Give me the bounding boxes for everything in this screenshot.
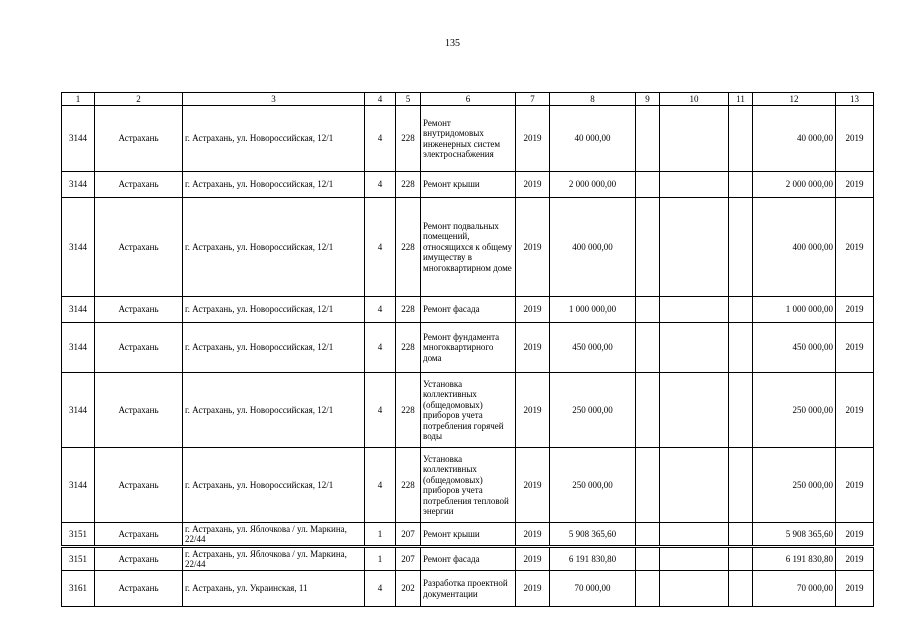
cell-amount: 1 000 000,00 [550, 297, 636, 323]
cell-total: 40 000,00 [753, 106, 836, 172]
cell-c11 [729, 571, 753, 607]
cell-amount: 5 908 365,60 [550, 523, 636, 547]
cell-c5: 228 [396, 172, 421, 198]
column-header-6: 6 [421, 93, 516, 106]
cell-work: Ремонт крыши [421, 172, 516, 198]
cell-c11 [729, 373, 753, 448]
cell-id: 3144 [62, 172, 95, 198]
cell-total: 6 191 830,80 [753, 547, 836, 571]
cell-c9 [636, 172, 660, 198]
cell-id: 3151 [62, 547, 95, 571]
cell-work: Ремонт фасада [421, 547, 516, 571]
column-header-7: 7 [516, 93, 550, 106]
cell-c10 [660, 547, 729, 571]
cell-year: 2019 [516, 172, 550, 198]
cell-year: 2019 [516, 547, 550, 571]
cell-c11 [729, 448, 753, 523]
cell-c9 [636, 547, 660, 571]
cell-c13: 2019 [836, 523, 874, 547]
cell-city: Астрахань [95, 448, 183, 523]
cell-address: г. Астрахань, ул. Новороссийская, 12/1 [183, 198, 365, 297]
column-header-4: 4 [365, 93, 396, 106]
column-header-9: 9 [636, 93, 660, 106]
cell-id: 3151 [62, 523, 95, 547]
cell-city: Астрахань [95, 323, 183, 373]
cell-c11 [729, 198, 753, 297]
cell-amount: 250 000,00 [550, 373, 636, 448]
cell-city: Астрахань [95, 106, 183, 172]
cell-year: 2019 [516, 323, 550, 373]
cell-c4: 1 [365, 547, 396, 571]
table-body [62, 106, 874, 607]
cell-work: Ремонт фундамента многоквартирного дома [421, 323, 516, 373]
cell-address: г. Астрахань, ул. Новороссийская, 12/1 [183, 323, 365, 373]
cell-city: Астрахань [95, 198, 183, 297]
cell-c4: 4 [365, 323, 396, 373]
cell-c5: 228 [396, 106, 421, 172]
cell-amount: 400 000,00 [550, 198, 636, 297]
cell-c5: 202 [396, 571, 421, 607]
cell-c13: 2019 [836, 373, 874, 448]
cell-c10 [660, 523, 729, 547]
cell-c13: 2019 [836, 547, 874, 571]
cell-city: Астрахань [95, 547, 183, 571]
cell-c4: 4 [365, 297, 396, 323]
cell-c4: 4 [365, 172, 396, 198]
cell-year: 2019 [516, 448, 550, 523]
cell-c13: 2019 [836, 106, 874, 172]
cell-id: 3144 [62, 297, 95, 323]
table-row [62, 323, 874, 373]
column-header-3: 3 [183, 93, 365, 106]
column-header-13: 13 [836, 93, 874, 106]
cell-id: 3144 [62, 106, 95, 172]
cell-work: Установка коллективных (общедомовых) приборов учета потребления горячей воды [421, 373, 516, 448]
cell-amount: 450 000,00 [550, 323, 636, 373]
cell-id: 3144 [62, 373, 95, 448]
cell-work: Ремонт фасада [421, 297, 516, 323]
header-row [62, 93, 874, 106]
cell-total: 5 908 365,60 [753, 523, 836, 547]
cell-address: г. Астрахань, ул. Яблочкова / ул. Маркина, 22/44 [183, 547, 365, 571]
column-header-5: 5 [396, 93, 421, 106]
cell-c4: 4 [365, 373, 396, 448]
cell-c5: 228 [396, 323, 421, 373]
cell-c9 [636, 297, 660, 323]
cell-address: г. Астрахань, ул. Новороссийская, 12/1 [183, 172, 365, 198]
cell-c13: 2019 [836, 297, 874, 323]
cell-c13: 2019 [836, 448, 874, 523]
cell-work: Ремонт внутридомовых инженерных систем электроснабжения [421, 106, 516, 172]
cell-work: Ремонт подвальных помещений, относящихся к общему имуществу в многоквартирном доме [421, 198, 516, 297]
cell-city: Астрахань [95, 571, 183, 607]
cell-total: 450 000,00 [753, 323, 836, 373]
cell-c4: 1 [365, 523, 396, 547]
cell-c9 [636, 106, 660, 172]
cell-c10 [660, 323, 729, 373]
cell-amount: 70 000,00 [550, 571, 636, 607]
column-header-8: 8 [550, 93, 636, 106]
cell-work: Ремонт крыши [421, 523, 516, 547]
cell-c11 [729, 297, 753, 323]
cell-amount: 2 000 000,00 [550, 172, 636, 198]
table-row [62, 547, 874, 571]
cell-total: 70 000,00 [753, 571, 836, 607]
cell-c13: 2019 [836, 571, 874, 607]
cell-address: г. Астрахань, ул. Новороссийская, 12/1 [183, 297, 365, 323]
cell-c9 [636, 571, 660, 607]
cell-c11 [729, 523, 753, 547]
cell-c11 [729, 172, 753, 198]
cell-year: 2019 [516, 198, 550, 297]
cell-c13: 2019 [836, 323, 874, 373]
cell-c11 [729, 106, 753, 172]
cell-year: 2019 [516, 106, 550, 172]
table-row [62, 172, 874, 198]
cell-c11 [729, 547, 753, 571]
cell-address: г. Астрахань, ул. Новороссийская, 12/1 [183, 106, 365, 172]
cell-c10 [660, 106, 729, 172]
column-header-10: 10 [660, 93, 729, 106]
cell-c10 [660, 571, 729, 607]
column-header-1: 1 [62, 93, 95, 106]
cell-c5: 207 [396, 523, 421, 547]
cell-year: 2019 [516, 571, 550, 607]
cell-c10 [660, 448, 729, 523]
table-row [62, 373, 874, 448]
cell-total: 400 000,00 [753, 198, 836, 297]
column-header-12: 12 [753, 93, 836, 106]
cell-c10 [660, 297, 729, 323]
cell-id: 3144 [62, 198, 95, 297]
cell-work: Установка коллективных (общедомовых) приборов учета потребления тепловой энергии [421, 448, 516, 523]
cell-c9 [636, 198, 660, 297]
table-row [62, 106, 874, 172]
cell-c10 [660, 172, 729, 198]
table-row [62, 571, 874, 607]
cell-c4: 4 [365, 448, 396, 523]
cell-c4: 4 [365, 106, 396, 172]
cell-amount: 6 191 830,80 [550, 547, 636, 571]
cell-c4: 4 [365, 198, 396, 297]
cell-address: г. Астрахань, ул. Новороссийская, 12/1 [183, 448, 365, 523]
cell-c11 [729, 323, 753, 373]
cell-c9 [636, 448, 660, 523]
cell-total: 250 000,00 [753, 373, 836, 448]
cell-c9 [636, 373, 660, 448]
cell-address: г. Астрахань, ул. Новороссийская, 12/1 [183, 373, 365, 448]
cell-id: 3144 [62, 323, 95, 373]
cell-c9 [636, 323, 660, 373]
cell-c13: 2019 [836, 172, 874, 198]
cell-city: Астрахань [95, 523, 183, 547]
cell-year: 2019 [516, 297, 550, 323]
cell-address: г. Астрахань, ул. Яблочкова / ул. Маркина, 22/44 [183, 523, 365, 547]
page-number: 135 [445, 38, 460, 49]
table-row [62, 198, 874, 297]
column-header-2: 2 [95, 93, 183, 106]
table-row [62, 523, 874, 547]
cell-amount: 40 000,00 [550, 106, 636, 172]
cell-c5: 228 [396, 297, 421, 323]
cell-id: 3144 [62, 448, 95, 523]
column-header-11: 11 [729, 93, 753, 106]
cell-city: Астрахань [95, 373, 183, 448]
cell-c5: 207 [396, 547, 421, 571]
cell-city: Астрахань [95, 297, 183, 323]
cell-year: 2019 [516, 373, 550, 448]
cell-c10 [660, 373, 729, 448]
cell-year: 2019 [516, 523, 550, 547]
cell-c13: 2019 [836, 198, 874, 297]
cell-c4: 4 [365, 571, 396, 607]
table-row [62, 448, 874, 523]
cell-total: 1 000 000,00 [753, 297, 836, 323]
cell-c5: 228 [396, 373, 421, 448]
cell-total: 250 000,00 [753, 448, 836, 523]
cell-id: 3161 [62, 571, 95, 607]
capital-repair-table [61, 92, 874, 607]
cell-c5: 228 [396, 198, 421, 297]
cell-c10 [660, 198, 729, 297]
cell-c5: 228 [396, 448, 421, 523]
table-row [62, 297, 874, 323]
cell-city: Астрахань [95, 172, 183, 198]
cell-work: Разработка проектной документации [421, 571, 516, 607]
cell-total: 2 000 000,00 [753, 172, 836, 198]
cell-c9 [636, 523, 660, 547]
cell-amount: 250 000,00 [550, 448, 636, 523]
cell-address: г. Астрахань, ул. Украинская, 11 [183, 571, 365, 607]
